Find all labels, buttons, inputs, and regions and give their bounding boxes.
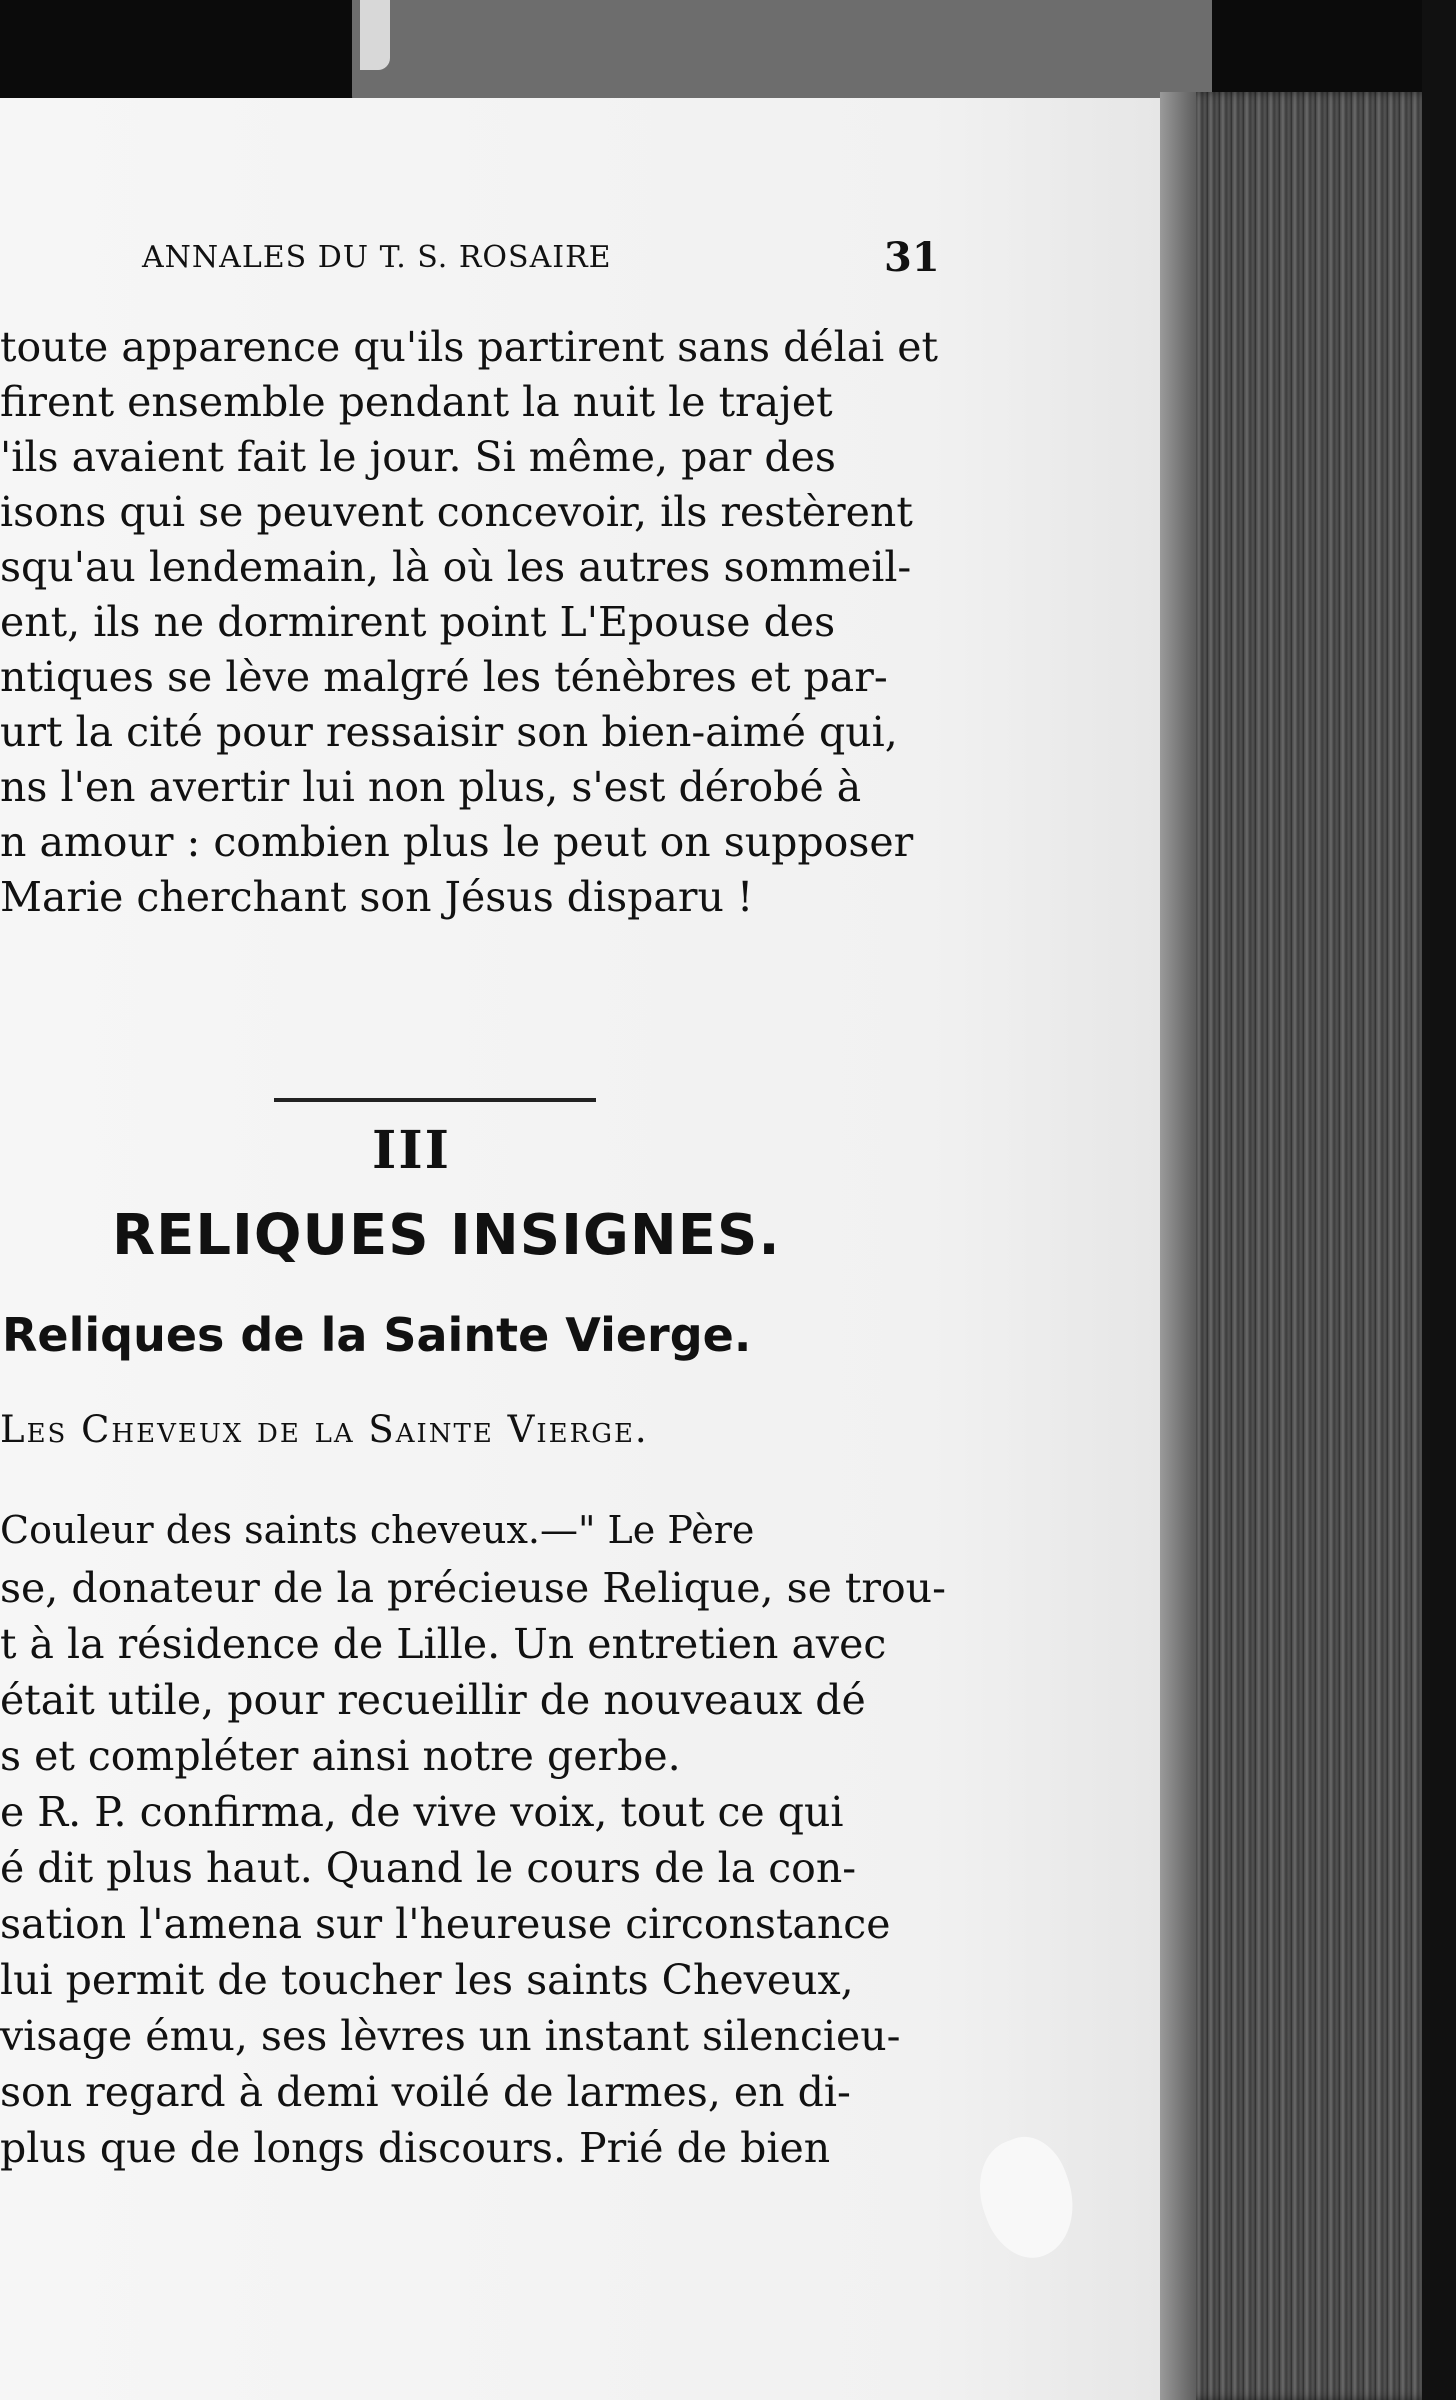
book-tab [352,0,1212,110]
text-line: toute apparence qu'ils partirent sans délai et [0,323,939,371]
text-line: son regard à demi voilé de larmes, en di- [0,2068,851,2116]
page-gutter [1160,92,1196,2400]
text-line: urt la cité pour ressaisir son bien-aimé qui, [0,708,898,756]
paper-blemish [964,2126,1090,2270]
text-line: isons qui se peuvent concevoir, ils restèrent [0,488,913,536]
text-line: ntiques se lève malgré les ténèbres et par- [0,653,888,701]
text-line: é dit plus haut. Quand le cours de la con- [0,1844,857,1892]
text-line: était utile, pour recueillir de nouveaux dé [0,1676,866,1724]
tab-notch [360,0,390,70]
text-line: 'ils avaient fait le jour. Si même, par des [0,433,836,481]
book-page [0,98,1165,2400]
running-title: ANNALES DU T. S. ROSAIRE [142,240,612,275]
text-line: e R. P. confirma, de vive voix, tout ce qui [0,1788,844,1836]
text-line: squ'au lendemain, là où les autres sommeil- [0,543,912,591]
section-number: III [372,1120,451,1181]
text-line: s et compléter ainsi notre gerbe. [0,1732,681,1780]
text-line: sation l'amena sur l'heureuse circonstance [0,1900,891,1948]
text-line: plus que de longs discours. Prié de bien [0,2124,831,2172]
subsection-title: Reliques de la Sainte Vierge. [2,1308,752,1362]
text-line: lui permit de toucher les saints Cheveux, [0,1956,854,2004]
text-line: t à la résidence de Lille. Un entretien avec [0,1620,887,1668]
page-block-edges [1160,92,1422,2400]
section-title: RELIQUES INSIGNES. [112,1203,781,1268]
background-edge [1422,0,1456,2400]
text-line: Couleur des saints cheveux.—" Le Père [0,1508,755,1552]
text-line: ent, ils ne dormirent point L'Epouse des [0,598,836,646]
text-line: firent ensemble pendant la nuit le trajet [0,378,833,426]
text-line: visage ému, ses lèvres un instant silencieu- [0,2012,901,2060]
text-line: n amour : combien plus le peut on supposer [0,818,914,866]
chapter-title: Les Cheveux de la Sainte Vierge. [0,1408,649,1451]
text-line: Marie cherchant son Jésus disparu ! [0,873,754,921]
text-line: se, donateur de la précieuse Relique, se trou- [0,1564,946,1612]
page-number: 31 [884,234,940,281]
text-line: ns l'en avertir lui non plus, s'est dérobé à [0,763,862,811]
section-divider [274,1098,596,1102]
